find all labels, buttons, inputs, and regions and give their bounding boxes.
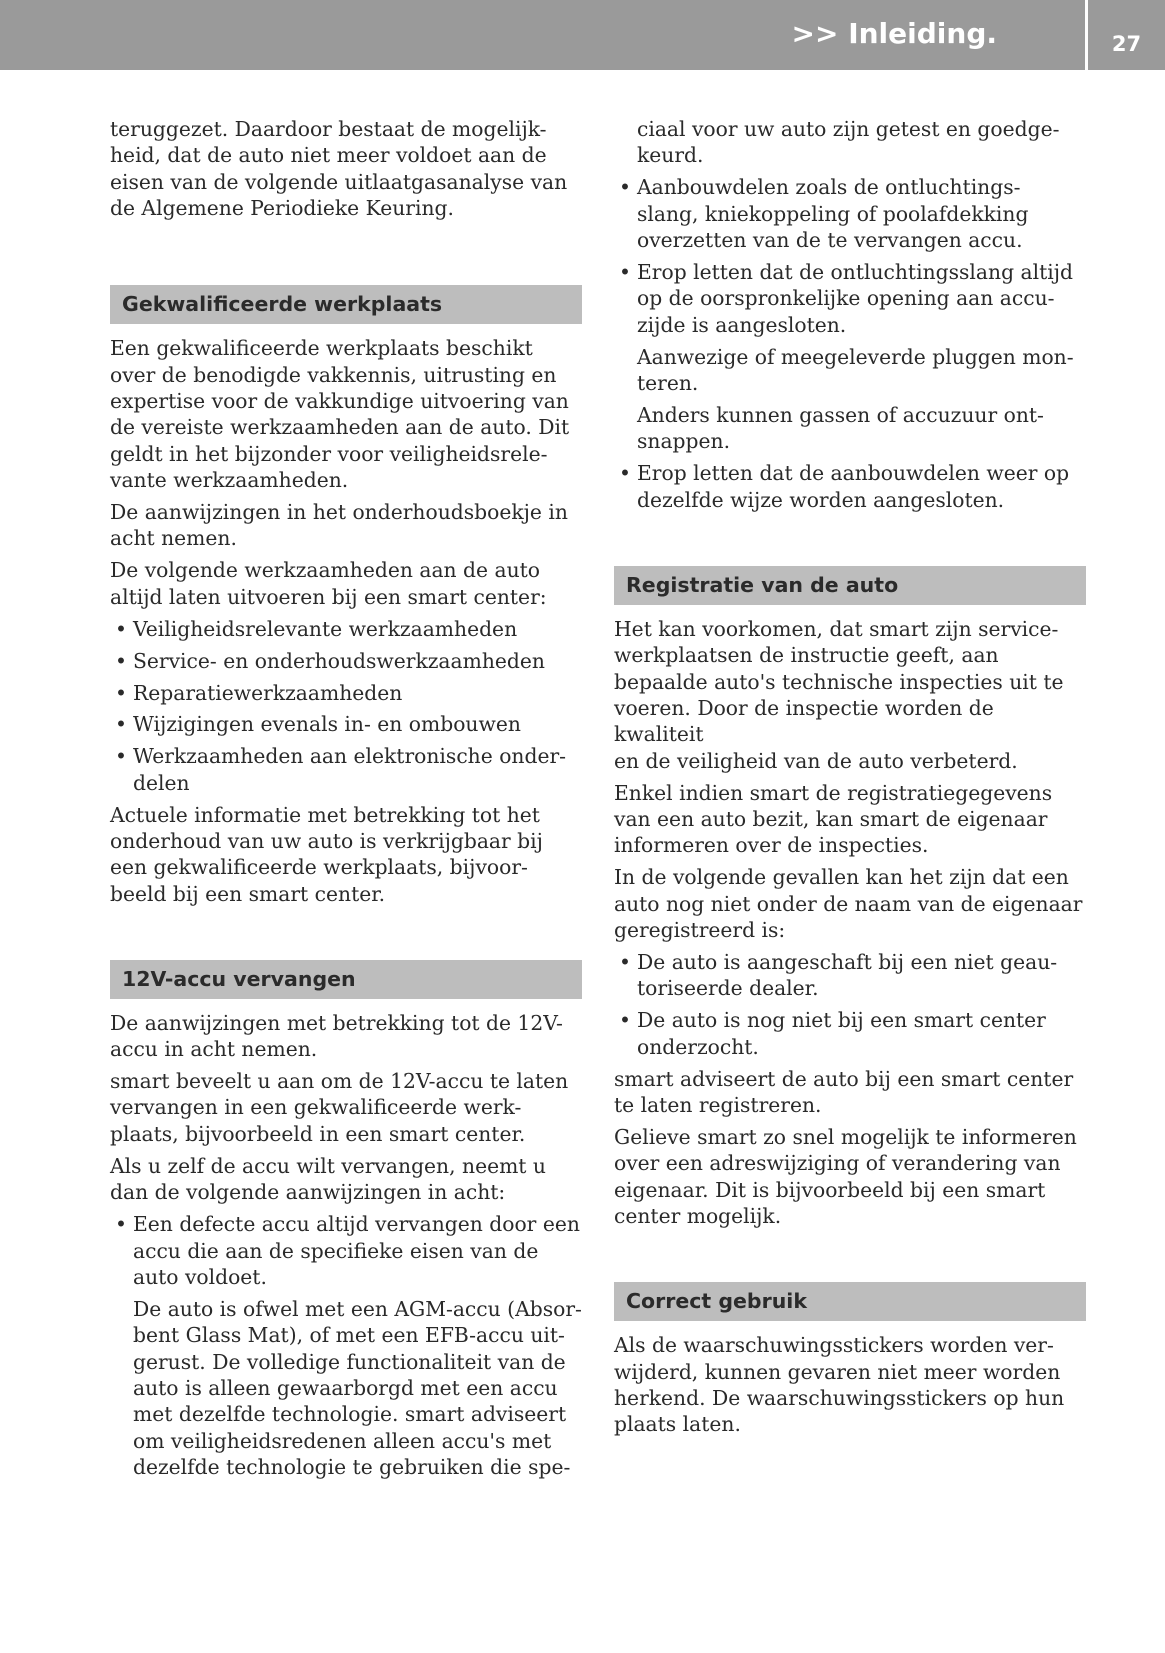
text-line: Veiligheidsrelevante werkzaamheden (133, 616, 518, 641)
text-line: om veiligheidsredenen alleen accu's met (133, 1428, 552, 1453)
text-line: onderzocht. (637, 1034, 759, 1059)
bullet-icon: • (115, 680, 127, 705)
left-column (110, 116, 582, 1486)
text-line: Gelieve smart zo snel mogelijk te informeren (614, 1125, 1077, 1149)
paragraph (110, 557, 582, 610)
text-line: Actuele informatie met betrekking tot het (110, 802, 540, 827)
list-item (110, 711, 582, 737)
page-number: 27 (1111, 32, 1142, 56)
text-line: over een adreswijziging of verandering van (614, 1151, 1061, 1176)
text-line: accu die aan de specifieke eisen van de (133, 1238, 539, 1263)
text-line: Enkel indien smart de registratiegegevens (614, 780, 1053, 805)
list-item-detail (614, 402, 1086, 455)
list-item (614, 949, 1086, 1002)
text-line: auto is alleen gewaarborgd met een accu (133, 1376, 558, 1401)
text-line: met dezelfde technologie. smart adviseert (133, 1402, 567, 1427)
list-item-text (133, 712, 521, 736)
text-line: de vereiste werkzaamheden aan de auto. Dit (110, 415, 570, 440)
list-item-text (133, 681, 402, 705)
list-item (110, 648, 582, 674)
text-line: de Algemene Periodieke Keuring. (110, 196, 454, 221)
bullet-list (614, 174, 1086, 338)
text-line: geregistreerd is: (614, 918, 786, 943)
right-column (614, 116, 1086, 1443)
paragraph (110, 802, 582, 908)
text-line: Service- en onderhoudswerkzaamheden (133, 648, 545, 673)
list-item (614, 460, 1086, 513)
text-line: slang, kniekoppeling of poolafdekking (637, 201, 1029, 226)
text-line: teruggezet. Daardoor bestaat de mogelijk- (110, 117, 547, 141)
text-line: In de volgende gevallen kan het zijn dat een (614, 865, 1069, 890)
text-line: Een gekwalificeerde werkplaats beschikt (110, 336, 533, 361)
text-line: overzetten van de te vervangen accu. (637, 228, 1023, 253)
text-line: eigenaar. Dit is bijvoorbeeld bij een smart (614, 1177, 1046, 1202)
text-line: De auto is nog niet bij een smart center (637, 1008, 1046, 1033)
bullet-list (110, 616, 582, 796)
list-item-text (637, 175, 1028, 252)
text-line: dezelfde technologie te gebruiken die spe- (133, 1455, 571, 1480)
list-item-text (637, 260, 1073, 337)
paragraph (110, 1153, 582, 1206)
bullet-icon: • (115, 648, 127, 673)
text-line: expertise voor de vakkundige uitvoering van (110, 388, 569, 413)
text-line: auto nog niet onder de naam van de eigenaar (614, 891, 1083, 916)
intro-paragraph (110, 116, 582, 222)
text-line: heid, dat de auto niet meer voldoet aan de (110, 143, 547, 168)
section-heading-gekwalificeerde-werkplaats: Gekwalificeerde werkplaats (110, 285, 582, 324)
text-line: vervangen in een gekwalificeerde werk- (110, 1095, 522, 1120)
list-item (614, 259, 1086, 338)
text-line: snappen. (637, 429, 731, 454)
text-line: accu in acht nemen. (110, 1037, 318, 1062)
list-item-text (133, 1212, 580, 1289)
bullet-icon: • (115, 1212, 127, 1237)
list-item-text (637, 1008, 1046, 1058)
section-heading-correct-gebruik: Correct gebruik (614, 1282, 1086, 1321)
list-item-text (133, 617, 517, 641)
text-line: Anders kunnen gassen of accuzuur ont- (637, 403, 1044, 428)
paragraph (614, 780, 1086, 859)
list-item-detail (133, 1296, 582, 1481)
text-line: een gekwalificeerde werkplaats, bijvoor- (110, 855, 528, 880)
list-item (110, 680, 582, 706)
list-item (110, 743, 582, 796)
list-item (110, 616, 582, 642)
section-heading-registratie-van-de-auto: Registratie van de auto (614, 566, 1086, 605)
text-line: herkend. De waarschuwingsstickers op hun (614, 1385, 1065, 1410)
bullet-list (614, 949, 1086, 1060)
text-line: eisen van de volgende uitlaatgasanalyse van (110, 169, 568, 194)
paragraph (614, 616, 1086, 774)
text-line: De auto is aangeschaft bij een niet geau- (637, 950, 1058, 975)
text-line: gerust. De volledige functionaliteit van de (133, 1349, 566, 1374)
text-line: beeld bij een smart center. (110, 881, 386, 906)
text-line: dezelfde wijze worden aangesloten. (637, 487, 1005, 512)
text-line: Als u zelf de accu wilt vervangen, neemt u (110, 1153, 546, 1178)
text-line: De aanwijzingen met betrekking tot de 12V- (110, 1010, 563, 1035)
text-line: zijde is aangesloten. (637, 312, 847, 337)
text-line: Als de waarschuwingsstickers worden ver- (614, 1333, 1054, 1358)
list-item (614, 174, 1086, 253)
continuation-paragraph (614, 116, 1086, 169)
text-line: bepaalde auto's technische inspecties uit te (614, 669, 1064, 694)
bullet-icon: • (619, 461, 631, 486)
text-line: voeren. Door de inspectie worden de kwaliteit (614, 695, 994, 747)
list-item-text (133, 744, 566, 794)
text-line: Erop letten dat de ontluchtingsslang altijd (637, 260, 1073, 285)
text-line: bent Glass Mat), of met een EFB-accu uit- (133, 1323, 565, 1348)
text-line: De volgende werkzaamheden aan de auto (110, 558, 540, 583)
bullet-icon: • (619, 1008, 631, 1033)
text-line: Aanwezige of meegeleverde pluggen mon- (637, 344, 1074, 369)
bullet-icon: • (619, 260, 631, 285)
text-line: over de benodigde vakkennis, uitrusting en (110, 362, 557, 387)
text-line: informeren over de inspecties. (614, 833, 929, 858)
text-line: altijd laten uitvoeren bij een smart center: (110, 584, 547, 609)
text-line: op de oorspronkelijke opening aan accu- (637, 286, 1055, 311)
list-item-detail (614, 344, 1086, 397)
list-item-text (637, 950, 1057, 1000)
text-line: wijderd, kunnen gevaren niet meer worden (614, 1359, 1061, 1384)
text-line: teren. (637, 371, 699, 396)
text-line: plaats laten. (614, 1412, 741, 1437)
paragraph (614, 864, 1086, 943)
text-line: smart beveelt u aan om de 12V-accu te laten (110, 1069, 569, 1094)
text-line: Werkzaamheden aan elektronische onder- (133, 744, 566, 769)
text-line: en de veiligheid van de auto verbeterd. (614, 748, 1018, 773)
text-line: Erop letten dat de aanbouwdelen weer op (637, 461, 1070, 486)
bullet-list (614, 460, 1086, 513)
bullet-icon: • (115, 744, 127, 769)
text-line: delen (133, 770, 190, 795)
text-line: Een defecte accu altijd vervangen door een (133, 1212, 580, 1237)
bullet-list (110, 1211, 582, 1481)
paragraph (614, 1066, 1086, 1119)
page-header (0, 0, 1165, 70)
bullet-icon: • (619, 950, 631, 975)
paragraph (614, 1332, 1086, 1438)
text-line: te laten registreren. (614, 1093, 822, 1118)
text-line: Aanbouwdelen zoals de ontluchtings- (637, 175, 1021, 200)
chapter-title: >> Inleiding. (791, 17, 997, 50)
text-line: geldt in het bijzonder voor veiligheidsrele- (110, 441, 548, 466)
list-item (614, 1007, 1086, 1060)
section-heading-12v-accu-vervangen: 12V-accu vervangen (110, 960, 582, 999)
list-item (110, 1211, 582, 1481)
text-line: Het kan voorkomen, dat smart zijn service- (614, 616, 1059, 641)
bullet-icon: • (619, 175, 631, 200)
paragraph (110, 1010, 582, 1063)
text-line: De auto is ofwel met een AGM-accu (Absor- (133, 1296, 582, 1321)
bullet-icon: • (115, 616, 127, 641)
text-line: acht nemen. (110, 526, 237, 551)
text-line: Wijzigingen evenals in- en ombouwen (133, 712, 521, 737)
text-line: van een auto bezit, kan smart de eigenaar (614, 807, 1048, 832)
text-line: werkplaatsen de instructie geeft, aan (614, 643, 999, 668)
text-line: center mogelijk. (614, 1204, 782, 1229)
text-line: smart adviseert de auto bij een smart center (614, 1066, 1074, 1091)
list-item-text (133, 649, 545, 673)
bullet-icon: • (115, 712, 127, 737)
text-line: keurd. (637, 143, 704, 168)
text-line: onderhoud van uw auto is verkrijgbaar bij (110, 829, 543, 854)
text-line: dan de volgende aanwijzingen in acht: (110, 1180, 506, 1205)
text-line: Reparatiewerkzaamheden (133, 680, 403, 705)
text-line: toriseerde dealer. (637, 976, 819, 1001)
text-line: plaats, bijvoorbeeld in een smart center. (110, 1121, 526, 1146)
list-item-text (637, 461, 1069, 511)
text-line: ciaal voor uw auto zijn getest en goedge- (637, 117, 1060, 141)
text-line: De aanwijzingen in het onderhoudsboekje in (110, 500, 568, 525)
text-line: vante werkzaamheden. (110, 468, 349, 493)
paragraph (110, 335, 582, 493)
paragraph (614, 1124, 1086, 1230)
paragraph (110, 1068, 582, 1147)
text-line: auto voldoet. (133, 1264, 267, 1289)
paragraph (110, 499, 582, 552)
